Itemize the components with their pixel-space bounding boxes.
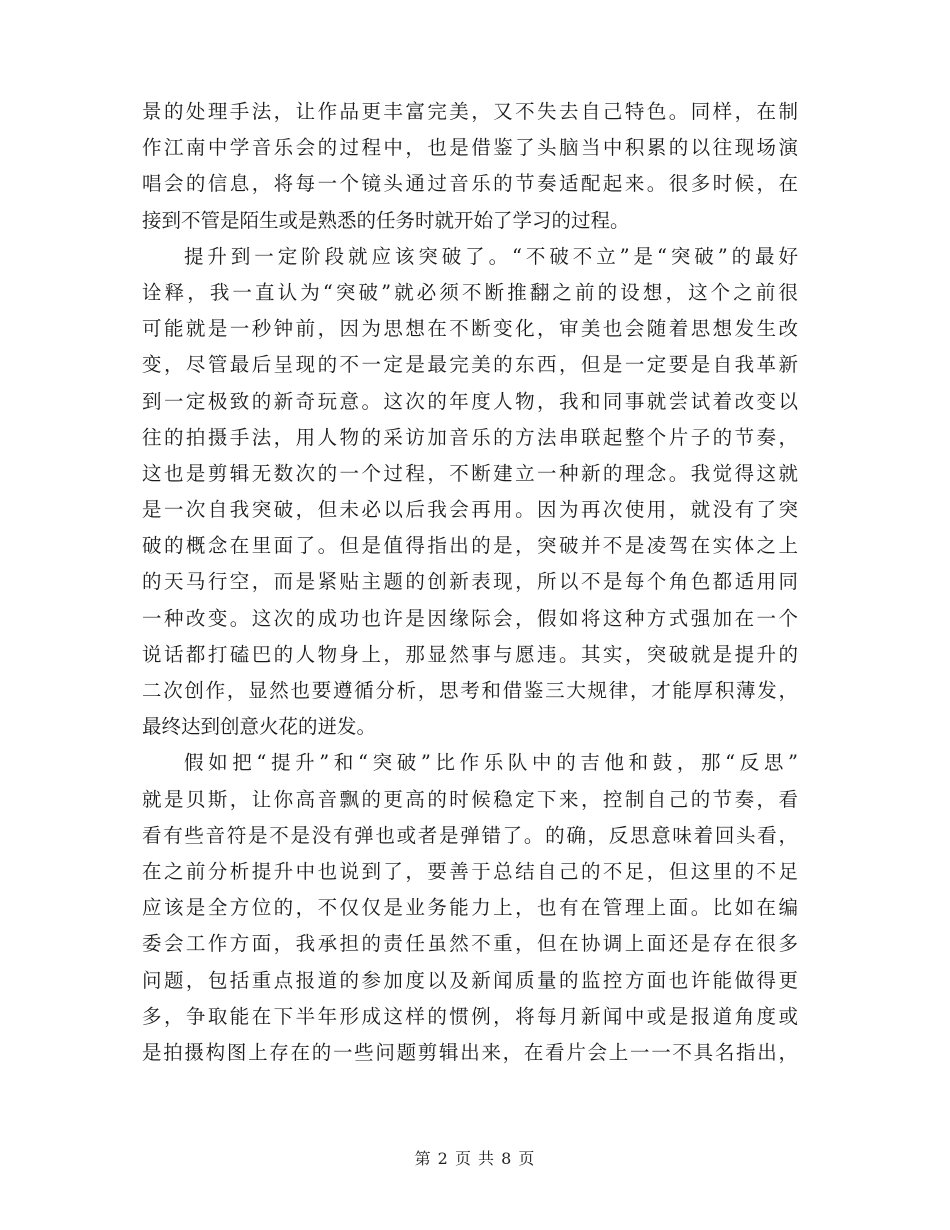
text-line: 接到不管是陌生或是熟悉的任务时就开始了学习的过程。 <box>142 208 630 232</box>
text-line: 二次创作，显然也要遵循分析，思考和借鉴三大规律，才能厚积薄发， <box>142 679 798 702</box>
text-line: 往的拍摄手法，用人物的采访加音乐的方法串联起整个片子的节奏， <box>142 425 798 449</box>
text-line: 诠释，我一直认为“突破”就必须不断推翻之前的设想，这个之前很 <box>142 280 798 304</box>
text-line: 说话都打磕巴的人物身上，那显然事与愿违。其实，突破就是提升的 <box>142 642 798 666</box>
text-line: 看有些音符是不是没有弹也或者是弹错了。的确，反思意味着回头看， <box>142 823 798 847</box>
text-line: 变，尽管最后呈现的不一定是最完美的东西，但是一定要是自我革新 <box>142 353 798 377</box>
text-line: 的天马行空，而是紧贴主题的创新表现，所以不是每个角色都适用同 <box>142 570 798 594</box>
text-line: 就是贝斯，让你高音飘的更高的时候稳定下来，控制自己的节奏，看 <box>142 787 798 811</box>
text-line: 在之前分析提升中也说到了，要善于总结自己的不足，但这里的不足 <box>142 859 798 883</box>
text-line: 到一定极致的新奇玩意。这次的年度人物，我和同事就尝试着改变以 <box>142 389 798 413</box>
text-line: 一种改变。这次的成功也许是因缘际会，假如将这种方式强加在一个 <box>142 606 798 630</box>
text-line: 问题，包括重点报道的参加度以及新闻质量的监控方面也许能做得更 <box>142 968 798 992</box>
text-line: 提升到一定阶段就应该突破了。“不破不立”是“突破”的最好 <box>184 244 798 268</box>
text-line: 多，争取能在下半年形成这样的惯例，将每月新闻中或是报道角度或 <box>142 1004 798 1028</box>
text-line: 可能就是一秒钟前，因为思想在不断变化，审美也会随着思想发生改 <box>142 317 798 341</box>
text-line: 最终达到创意火花的迸发。 <box>142 715 377 739</box>
text-line: 作江南中学音乐会的过程中，也是借鉴了头脑当中积累的以往现场演 <box>142 136 798 160</box>
text-line: 是拍摄构图上存在的一些问题剪辑出来，在看片会上一一不具名指出， <box>142 1040 798 1064</box>
page-number-footer: 第 2 页 共 8 页 <box>414 1149 536 1168</box>
text-line: 唱会的信息，将每一个镜头通过音乐的节奏适配起来。很多时候，在 <box>142 172 798 196</box>
text-line: 是一次自我突破，但未必以后我会再用。因为再次使用，就没有了突 <box>142 498 798 522</box>
text-line: 破的概念在里面了。但是值得指出的是，突破并不是凌驾在实体之上 <box>142 534 798 558</box>
text-line: 景的处理手法，让作品更丰富完美，又不失去自己特色。同样，在制 <box>142 100 798 123</box>
text-line: 应该是全方位的，不仅仅是业务能力上，也有在管理上面。比如在编 <box>142 896 798 920</box>
text-line: 委会工作方面，我承担的责任虽然不重，但在协调上面还是存在很多 <box>142 932 798 956</box>
text-line: 假如把“提升”和“突破”比作乐队中的吉他和鼓，那“反思” <box>184 751 798 775</box>
document-body <box>142 94 798 1071</box>
text-line: 这也是剪辑无数次的一个过程，不断建立一种新的理念。我觉得这就 <box>142 461 798 485</box>
